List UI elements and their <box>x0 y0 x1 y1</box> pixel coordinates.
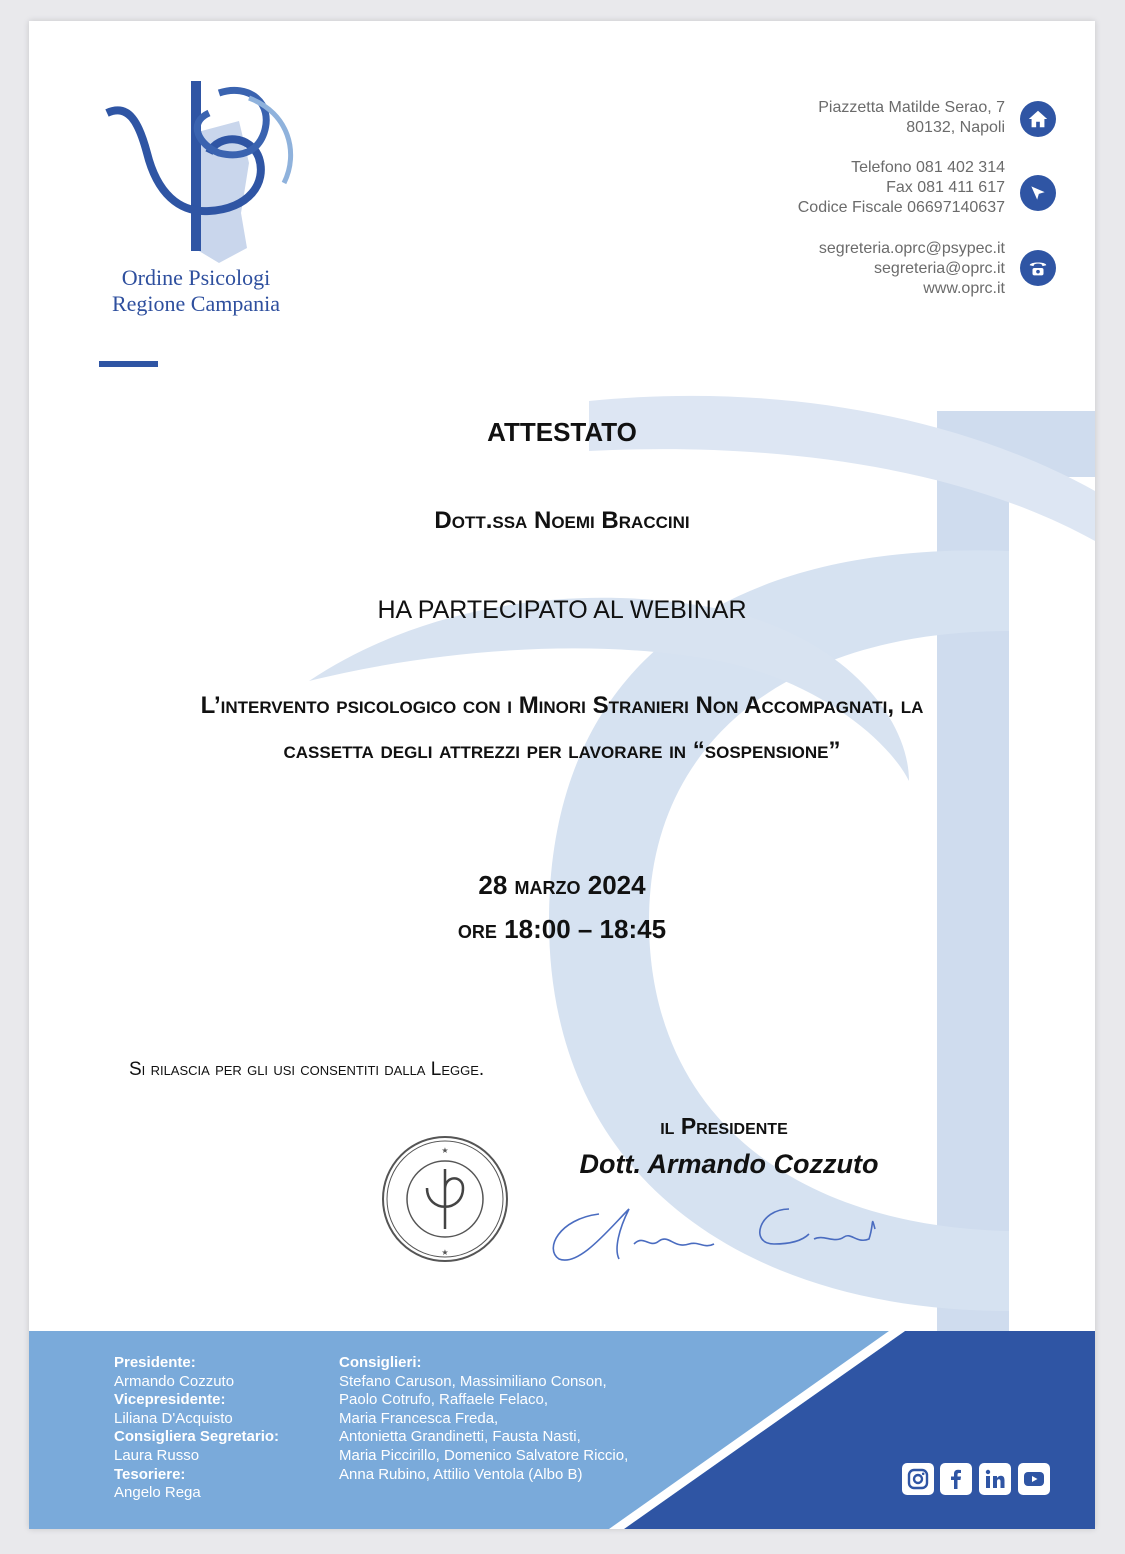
councillors-line: Maria Piccirillo, Domenico Salvatore Riccio, <box>339 1446 629 1464</box>
president-role: il Presidente <box>660 1113 788 1139</box>
website-link[interactable]: www.oprc.it <box>923 280 1005 297</box>
org-logo-icon <box>99 73 309 273</box>
org-name-line1: Ordine Psicologi <box>121 265 271 290</box>
webinar-title: L’intervento psicologico con i Minori Stranieri Non Accompagnati, la cassetta degli attrezzi per lavorare in “sospensione” <box>200 692 924 764</box>
officer-name: Laura Russo <box>114 1446 200 1464</box>
certificate-sheet <box>29 21 1095 1529</box>
facebook-icon[interactable] <box>940 1463 972 1495</box>
councillors-line: Paolo Cotrufo, Raffaele Felaco, <box>339 1391 549 1409</box>
cursor-icon <box>1020 175 1056 211</box>
recipient-name: Dott.ssa Noemi Braccini <box>434 507 690 534</box>
org-name <box>91 265 301 317</box>
address-block <box>818 98 1005 138</box>
pec-email-link[interactable]: segreteria.oprc@psypec.it <box>818 240 1005 257</box>
address-line: 80132, Napoli <box>906 119 1005 136</box>
svg-text:★: ★ <box>441 1248 449 1257</box>
address-line: Piazzetta Matilde Serao, 7 <box>818 99 1005 116</box>
email-block <box>819 239 1005 299</box>
svg-text:★: ★ <box>441 1146 449 1155</box>
officer-name: Liliana D'Acquisto <box>114 1409 233 1427</box>
officer-label: Vicepresidente: <box>114 1391 226 1409</box>
officer-name: Armando Cozzuto <box>114 1372 235 1390</box>
certificate-title: ATTESTATO <box>487 417 637 447</box>
councillors-line: Anna Rubino, Attilio Ventola (Albo B) <box>339 1465 583 1483</box>
youtube-icon[interactable] <box>1018 1463 1050 1495</box>
councillors-line: Maria Francesca Freda, <box>339 1409 499 1427</box>
linkedin-icon[interactable] <box>979 1463 1011 1495</box>
phone-icon <box>1020 250 1056 286</box>
councillors-list <box>339 1354 628 1484</box>
phone-block <box>798 158 1005 218</box>
officer-label: Tesoriere: <box>114 1465 186 1483</box>
fax-line: Fax 081 411 617 <box>886 179 1005 196</box>
release-note: Si rilascia per gli usi consentiti dalla Legge. <box>129 1059 485 1080</box>
instagram-icon[interactable] <box>902 1463 934 1495</box>
councillors-line: Antonietta Grandinetti, Fausta Nasti, <box>339 1428 581 1446</box>
header-divider <box>99 361 158 367</box>
event-time: ore 18:00 – 18:45 <box>457 914 667 944</box>
email-link[interactable]: segreteria@oprc.it <box>874 260 1005 277</box>
event-datetime <box>29 863 1095 951</box>
councillors-line: Stefano Caruson, Massimiliano Conson, <box>339 1372 607 1390</box>
org-name-line2: Regione Campania <box>111 291 280 316</box>
president-name: Dott. Armando Cozzuto <box>579 1149 879 1179</box>
phone-line: Telefono 081 402 314 <box>851 159 1005 176</box>
tax-code-line: Codice Fiscale 06697140637 <box>797 199 1005 216</box>
participation-statement: HA PARTECIPATO AL WEBINAR <box>377 596 747 624</box>
councillors-label: Consiglieri: <box>339 1354 422 1371</box>
officer-label: Presidente: <box>114 1354 196 1371</box>
official-seal-icon <box>379 1133 511 1265</box>
officer-name: Angelo Rega <box>114 1484 201 1502</box>
home-icon <box>1020 101 1056 137</box>
event-date: 28 marzo 2024 <box>478 870 646 900</box>
officers-list <box>114 1354 279 1503</box>
president-signature <box>539 1189 889 1269</box>
officer-label: Consigliera Segretario: <box>114 1428 280 1446</box>
